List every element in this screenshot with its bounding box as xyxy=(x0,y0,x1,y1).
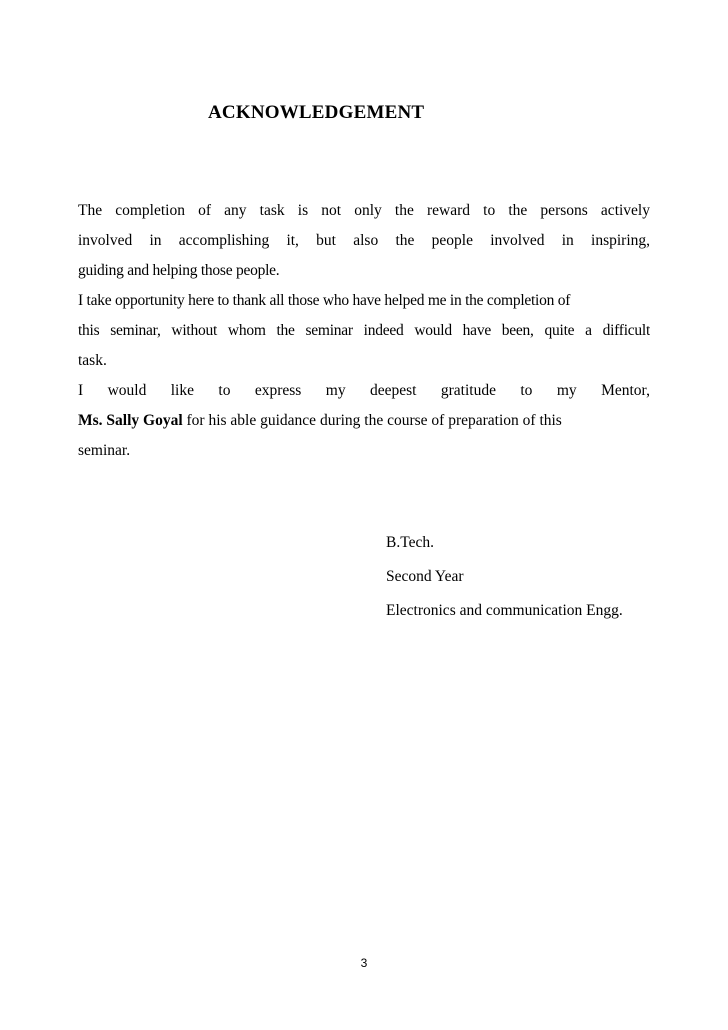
paragraph-1-line-2: involved in accomplishing it, but also the people involved in inspiring, xyxy=(78,232,650,249)
signature-year: Second Year xyxy=(386,568,464,585)
word: express xyxy=(254,382,302,399)
word: like xyxy=(170,382,194,399)
page-title: ACKNOWLEDGEMENT xyxy=(208,102,425,123)
page-number: 3 xyxy=(360,956,368,970)
word: deepest xyxy=(369,382,417,399)
paragraph-3-line-3: seminar. xyxy=(78,442,131,459)
word: I xyxy=(78,382,84,399)
paragraph-3-line-2-text: for his able guidance during the course of preparation of this xyxy=(182,412,562,429)
paragraph-2-line-3: task. xyxy=(78,352,107,369)
word: gratitude xyxy=(440,382,496,399)
word: to xyxy=(218,382,231,399)
word: would xyxy=(107,382,147,399)
paragraph-3-line-1 xyxy=(78,376,650,406)
word: Mentor, xyxy=(601,382,650,399)
word: to xyxy=(520,382,533,399)
paragraph-1-line-3: guiding and helping those people. xyxy=(78,262,280,279)
paragraph-2-line-1: I take opportunity here to thank all those who have helped me in the completion of xyxy=(78,292,571,309)
paragraph-1-line-1: The completion of any task is not only the reward to the persons actively xyxy=(78,202,650,219)
paragraph-2-line-2: this seminar, without whom the seminar indeed would have been, quite a difficult xyxy=(78,322,650,339)
word: my xyxy=(556,382,577,399)
signature-department: Electronics and communication Engg. xyxy=(386,602,623,619)
signature-block xyxy=(386,526,623,628)
signature-degree: B.Tech. xyxy=(386,534,434,551)
mentor-name: Ms. Sally Goyal xyxy=(78,412,183,429)
acknowledgement-body xyxy=(78,196,650,466)
paragraph-3-line-2 xyxy=(78,406,650,436)
word: my xyxy=(325,382,346,399)
